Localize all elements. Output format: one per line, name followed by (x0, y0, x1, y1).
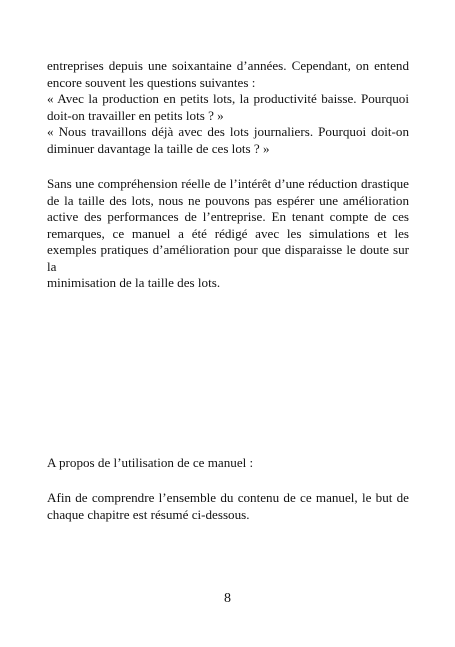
intro-paragraph (47, 58, 409, 157)
about-manual-heading (47, 455, 409, 472)
quote-1-line-1: « Avec la production en petits lots, la productivité baisse. Pourquoi (47, 91, 409, 106)
understanding-line-1: Sans une compréhension réelle de l’intérêt d’une réduction drastique (47, 176, 409, 191)
chapter-summary-paragraph (47, 490, 409, 523)
page-number: 8 (224, 591, 231, 606)
understanding-line-5: exemples pratiques d’amélioration pour que disparaisse le doute sur la (47, 242, 409, 274)
understanding-line-2: de la taille des lots, nous ne pouvons pas espérer une amélioration (47, 192, 409, 208)
about-manual-heading-text: A propos de l’utilisation de ce manuel : (47, 455, 254, 470)
understanding-paragraph (47, 176, 409, 292)
understanding-line-3: active des performances de l’entreprise. En tenant compte de ces (47, 209, 409, 224)
chapter-summary-line-1: Afin de comprendre l’ensemble du contenu de ce manuel, le but de (47, 490, 409, 505)
intro-line-1: entreprises depuis une soixantaine d’années. Cependant, on entend (47, 58, 409, 73)
chapter-summary-line-2: chaque chapitre est résumé ci-dessous. (47, 506, 250, 522)
understanding-line-4: remarques, ce manuel a été rédigé avec les simulations et les (47, 225, 409, 241)
quote-1-line-2: doit-on travailler en petits lots ? » (47, 107, 224, 123)
quote-2-line-1: « Nous travaillons déjà avec des lots journaliers. Pourquoi doit-on (47, 124, 409, 139)
intro-line-2: encore souvent les questions suivantes : (47, 74, 256, 90)
understanding-line-6: minimisation de la taille des lots. (47, 275, 221, 290)
quote-2-line-2: diminuer davantage la taille de ces lots ? » (47, 140, 270, 156)
